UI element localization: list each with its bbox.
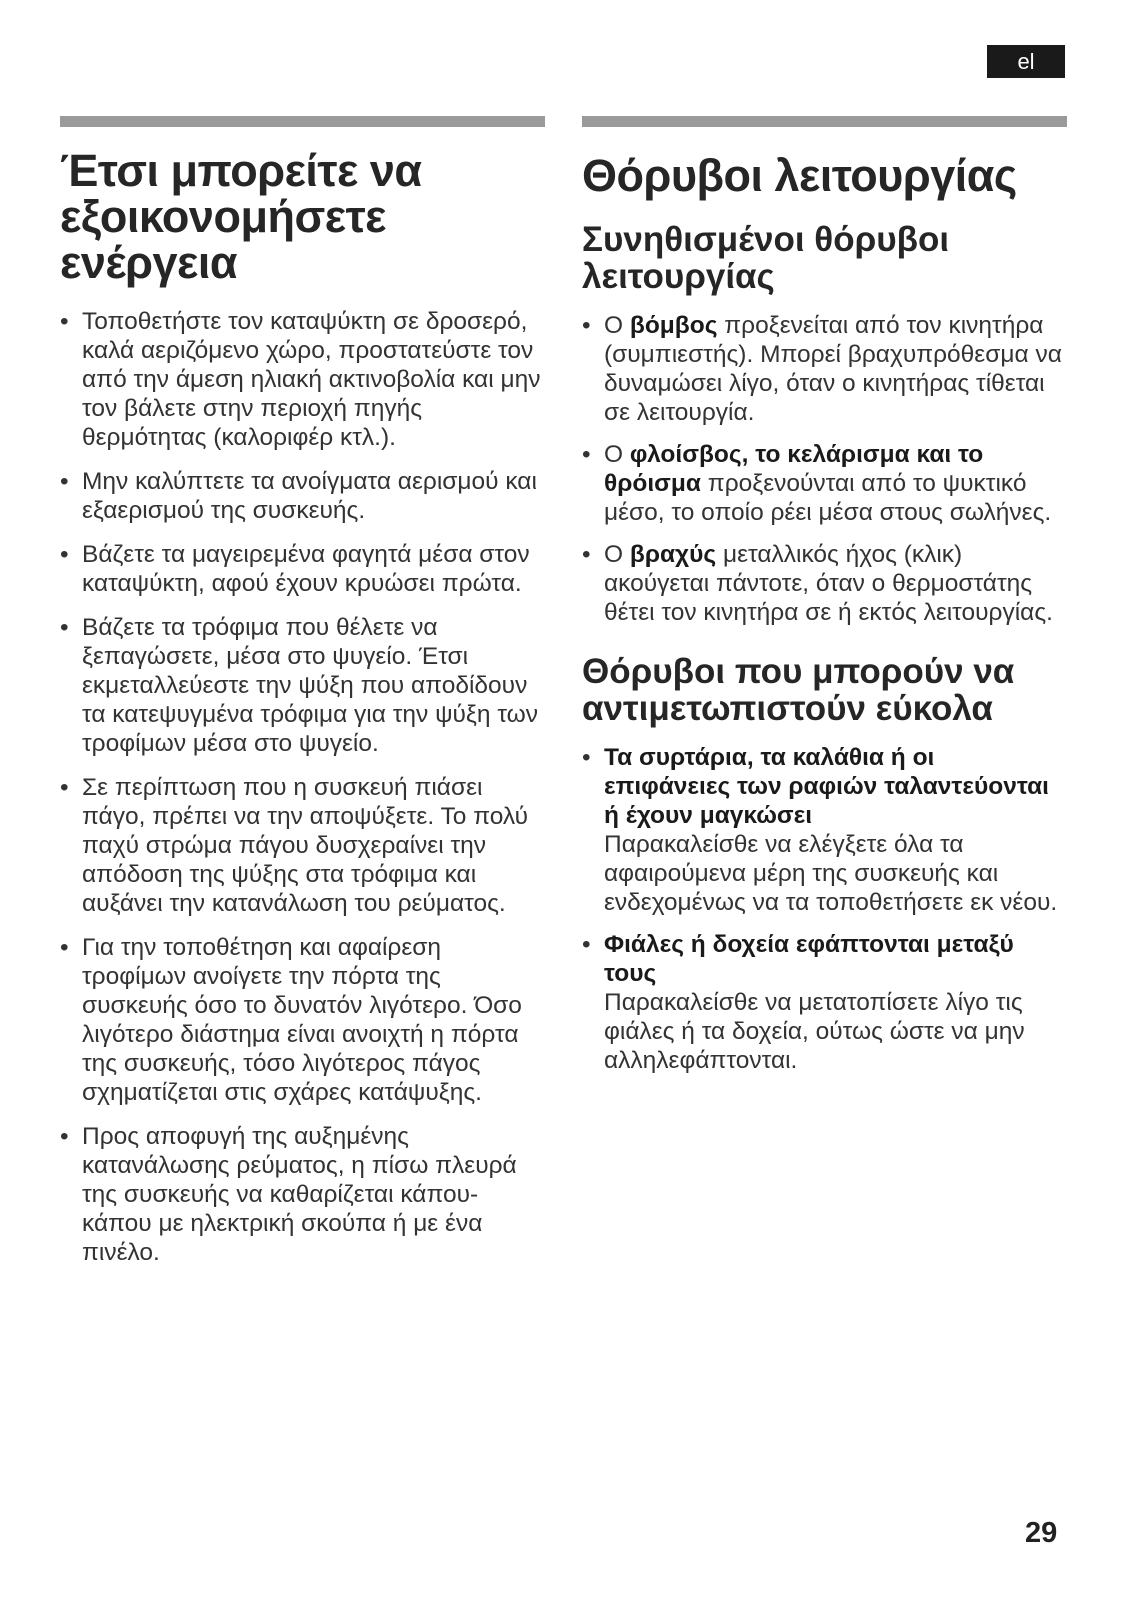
noise-item-emphasis: φλοίσβος, το κελάρισμα και το θρόισμα [604, 441, 984, 497]
normal-noises-heading [582, 221, 1067, 295]
heading-line: λειτουργίας [582, 257, 775, 296]
noise-item-prefix: Ο [604, 441, 630, 468]
operating-noises-column [582, 116, 1067, 1088]
energy-tip: • Σε περίπτωση που η συσκευή πιάσει πάγο, πρέπει να την αποψύξετε. Το πολύ παχύ στρώμα πάγου δυσχεραίνει την απόδοση της ψύξης στα τρόφιμα και αυξάνει την κατανάλωση του ρεύματος. [60, 773, 545, 918]
fixable-noise-item [582, 743, 1067, 917]
fixable-noises-heading [582, 653, 1067, 727]
section-rule [60, 116, 545, 127]
normal-noises-list [582, 311, 1067, 627]
energy-tip: • Προς αποφυγή της αυξημένης κατανάλωσης ρεύματος, η πίσω πλευρά της συσκευής να καθαρίζεται κάπου-κάπου με ηλεκτρική σκούπα ή με ένα πινέλο. [60, 1122, 545, 1267]
noise-item-text: μεταλλικός ήχος (κλικ) ακούγεται πάντοτε, όταν ο θερμοστάτης θέτει τον κινητήρα σε ή εκτός λειτουργίας. [604, 541, 1053, 626]
heading-line: Συνηθισμένοι θόρυβοι [582, 220, 950, 259]
title-line: εξοικονομήσετε [60, 191, 387, 242]
energy-tip: • Μην καλύπτετε τα ανοίγματα αερισμού και εξαερισμού της συσκευής. [60, 467, 545, 525]
fixable-noise-problem: Φιάλες ή δοχεία εφάπτονται μεταξύ τους [604, 931, 1014, 987]
noise-item-text: προξενείται από τον κινητήρα (συμπιεστής). Μπορεί βραχυπρόθεσμα να δυναμώσει λίγο, όταν ο κινητήρας τίθεται σε λειτουργία. [604, 312, 1062, 426]
fixable-noises-list [582, 743, 1067, 1075]
noise-item [582, 540, 1067, 627]
noise-item-text: προξενούνται από το ψυκτικό μέσο, το οποίο ρέει μέσα στους σωλήνες. [604, 470, 1052, 526]
fixable-noise-problem: Τα συρτάρια, τα καλάθια ή οι επιφάνειες των ραφιών ταλαντεύονται ή έχουν μαγκώσει [604, 744, 1049, 829]
fixable-noise-remedy: Παρακαλείσθε να μετατοπίσετε λίγο τις φιάλες ή τα δοχεία, ούτως ώστε να μην αλληλεφάπτονται. [604, 989, 1025, 1074]
title-line: ενέργεια [60, 237, 238, 288]
energy-tip: • Για την τοποθέτηση και αφαίρεση τροφίμων ανοίγετε την πόρτα της συσκευής όσο το δυνατόν λιγότερο. Όσο λιγότερο διάστημα είναι ανοιχτή η πόρτα της συσκευής, τόσο λιγότερος πάγος σχηματίζεται στις σχάρες κατάψυξης. [60, 933, 545, 1107]
fixable-noise-remedy: Παρακαλείσθε να ελέγξετε όλα τα αφαιρούμενα μέρη της συσκευής και ενδεχομένως να τα τοποθετήσετε εκ νέου. [604, 831, 1058, 916]
noise-item-emphasis: βόμβος [629, 312, 718, 339]
energy-tips-list [60, 307, 545, 1267]
energy-tip: • Βάζετε τα τρόφιμα που θέλετε να ξεπαγώσετε, μέσα στο ψυγείο. Έτσι εκμεταλλεύεστε την ψύξη που αποδίδουν τα κατεψυγμένα τρόφιμα για την ψύξη των τροφίμων μέσα στο ψυγείο. [60, 613, 545, 758]
fixable-noise-item [582, 930, 1067, 1075]
noise-item-prefix: Ο [604, 312, 630, 339]
heading-line: αντιμετωπιστούν εύκολα [582, 689, 993, 728]
title-line: Έτσι μπορείτε να [60, 145, 422, 196]
energy-tip: • Βάζετε τα μαγειρεμένα φαγητά μέσα στον καταψύκτη, αφού έχουν κρυώσει πρώτα. [60, 540, 545, 598]
page-number: 29 [1025, 1517, 1058, 1549]
heading-line: Θόρυβοι που μπορούν να [582, 652, 1015, 691]
energy-tip: • Τοποθετήστε τον καταψύκτη σε δροσερό, καλά αεριζόμενο χώρο, προστατεύστε τον από την άμεση ηλιακή ακτινοβολία και μην τον βάλετε στην περιοχή πηγής θερμότητας (καλοριφέρ κτλ.). [60, 307, 545, 452]
language-badge: el [987, 45, 1065, 78]
noise-item-emphasis: βραχύς [629, 541, 717, 568]
noise-item-prefix: Ο [604, 541, 630, 568]
section-rule [582, 116, 1067, 127]
operating-noises-title: Θόρυβοι λειτουργίας [582, 150, 1017, 201]
energy-saving-title [60, 145, 545, 288]
energy-saving-column [60, 116, 545, 1282]
noise-item [582, 440, 1067, 527]
noise-item [582, 311, 1067, 427]
